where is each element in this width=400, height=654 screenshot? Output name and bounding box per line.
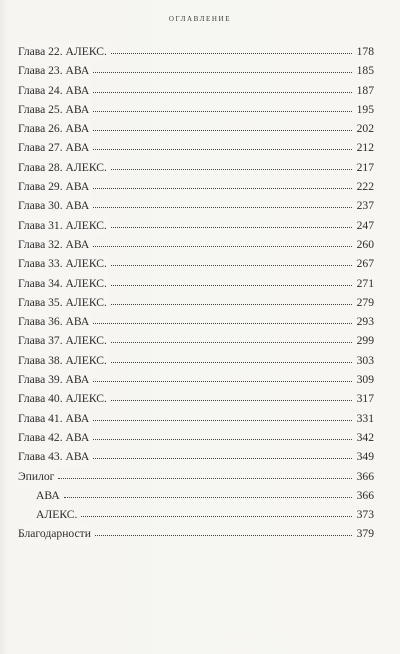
table-of-contents: [18, 42, 374, 544]
toc-entry: [18, 351, 374, 370]
toc-entry-label: Благодарности: [18, 524, 93, 543]
toc-entry-page-number: 178: [354, 42, 374, 61]
toc-leader-dots: [58, 478, 352, 479]
toc-entry-label: Глава 38. АЛЕКС.: [18, 351, 109, 370]
toc-entry: [18, 100, 374, 119]
toc-leader-dots: [111, 53, 352, 54]
toc-entry-page-number: 267: [354, 254, 374, 273]
toc-leader-dots: [111, 285, 352, 286]
toc-entry-page-number: 271: [354, 274, 374, 293]
toc-leader-dots: [95, 535, 352, 536]
toc-leader-dots: [111, 362, 352, 363]
toc-entry-label: Глава 41. АВА: [18, 409, 91, 428]
toc-entry: [18, 505, 374, 524]
toc-entry: [18, 177, 374, 196]
toc-entry: [18, 216, 374, 235]
toc-entry: [18, 312, 374, 331]
toc-entry: [18, 42, 374, 61]
page-header: оглавление: [168, 13, 232, 24]
toc-entry: [18, 447, 374, 466]
toc-leader-dots: [111, 342, 352, 343]
toc-entry-label: Глава 35. АЛЕКС.: [18, 293, 109, 312]
toc-entry-label: Глава 39. АВА: [18, 370, 91, 389]
toc-entry-page-number: 366: [354, 486, 374, 505]
toc-entry: [18, 196, 374, 215]
toc-entry: [18, 486, 374, 505]
toc-leader-dots: [93, 207, 352, 208]
toc-entry-page-number: 379: [354, 524, 374, 543]
toc-leader-dots: [93, 420, 352, 421]
toc-entry-page-number: 260: [354, 235, 374, 254]
toc-entry: [18, 370, 374, 389]
toc-entry: [18, 119, 374, 138]
toc-entry-page-number: 222: [354, 177, 374, 196]
toc-entry-label: Глава 43. АВА: [18, 447, 91, 466]
toc-leader-dots: [93, 381, 352, 382]
toc-entry-page-number: 279: [354, 293, 374, 312]
toc-entry: [18, 235, 374, 254]
toc-entry: [18, 331, 374, 350]
toc-entry-page-number: 195: [354, 100, 374, 119]
toc-entry-label: Глава 26. АВА: [18, 119, 91, 138]
toc-entry: [18, 389, 374, 408]
toc-entry-label: Глава 28. АЛЕКС.: [18, 158, 109, 177]
toc-entry-page-number: 293: [354, 312, 374, 331]
toc-entry: [18, 81, 374, 100]
toc-entry-label: АВА: [36, 486, 62, 505]
toc-entry: [18, 158, 374, 177]
toc-entry-label: Глава 30. АВА: [18, 196, 91, 215]
toc-leader-dots: [81, 516, 352, 517]
toc-entry: [18, 409, 374, 428]
toc-leader-dots: [111, 227, 352, 228]
toc-leader-dots: [111, 400, 352, 401]
toc-leader-dots: [93, 458, 352, 459]
toc-entry-page-number: 185: [354, 61, 374, 80]
toc-entry-page-number: 212: [354, 138, 374, 157]
toc-entry-label: Глава 27. АВА: [18, 138, 91, 157]
toc-leader-dots: [111, 304, 352, 305]
toc-entry-page-number: 349: [354, 447, 374, 466]
toc-entry: [18, 428, 374, 447]
toc-entry: [18, 138, 374, 157]
toc-entry-page-number: 247: [354, 216, 374, 235]
toc-entry: [18, 61, 374, 80]
toc-leader-dots: [64, 497, 352, 498]
toc-entry: [18, 467, 374, 486]
toc-entry: [18, 524, 374, 543]
toc-entry-page-number: 217: [354, 158, 374, 177]
toc-entry-page-number: 202: [354, 119, 374, 138]
toc-leader-dots: [93, 439, 352, 440]
toc-entry-page-number: 317: [354, 389, 374, 408]
toc-entry-label: Глава 22. АЛЕКС.: [18, 42, 109, 61]
toc-entry-page-number: 299: [354, 331, 374, 350]
toc-entry: [18, 274, 374, 293]
toc-entry-page-number: 187: [354, 81, 374, 100]
toc-leader-dots: [93, 188, 352, 189]
toc-leader-dots: [93, 149, 352, 150]
toc-leader-dots: [93, 92, 352, 93]
toc-leader-dots: [93, 323, 352, 324]
toc-entry: [18, 293, 374, 312]
toc-leader-dots: [93, 72, 352, 73]
toc-entry-page-number: 373: [354, 505, 374, 524]
toc-leader-dots: [93, 111, 352, 112]
toc-leader-dots: [93, 130, 352, 131]
toc-entry: [18, 254, 374, 273]
toc-entry-label: Глава 23. АВА: [18, 61, 91, 80]
toc-entry-label: Глава 29. АВА: [18, 177, 91, 196]
toc-entry-page-number: 237: [354, 196, 374, 215]
toc-entry-label: Глава 34. АЛЕКС.: [18, 274, 109, 293]
toc-entry-label: Глава 37. АЛЕКС.: [18, 331, 109, 350]
toc-leader-dots: [111, 265, 352, 266]
toc-entry-page-number: 303: [354, 351, 374, 370]
toc-entry-page-number: 366: [354, 467, 374, 486]
toc-entry-label: Эпилог: [18, 467, 56, 486]
toc-leader-dots: [111, 169, 352, 170]
toc-entry-label: АЛЕКС.: [36, 505, 79, 524]
toc-entry-page-number: 309: [354, 370, 374, 389]
toc-entry-label: Глава 25. АВА: [18, 100, 91, 119]
toc-entry-page-number: 331: [354, 409, 374, 428]
toc-entry-label: Глава 36. АВА: [18, 312, 91, 331]
toc-entry-label: Глава 40. АЛЕКС.: [18, 389, 109, 408]
toc-entry-label: Глава 42. АВА: [18, 428, 91, 447]
toc-entry-label: Глава 33. АЛЕКС.: [18, 254, 109, 273]
toc-entry-label: Глава 31. АЛЕКС.: [18, 216, 109, 235]
toc-entry-label: Глава 24. АВА: [18, 81, 91, 100]
toc-entry-label: Глава 32. АВА: [18, 235, 91, 254]
toc-leader-dots: [93, 246, 352, 247]
toc-entry-page-number: 342: [354, 428, 374, 447]
